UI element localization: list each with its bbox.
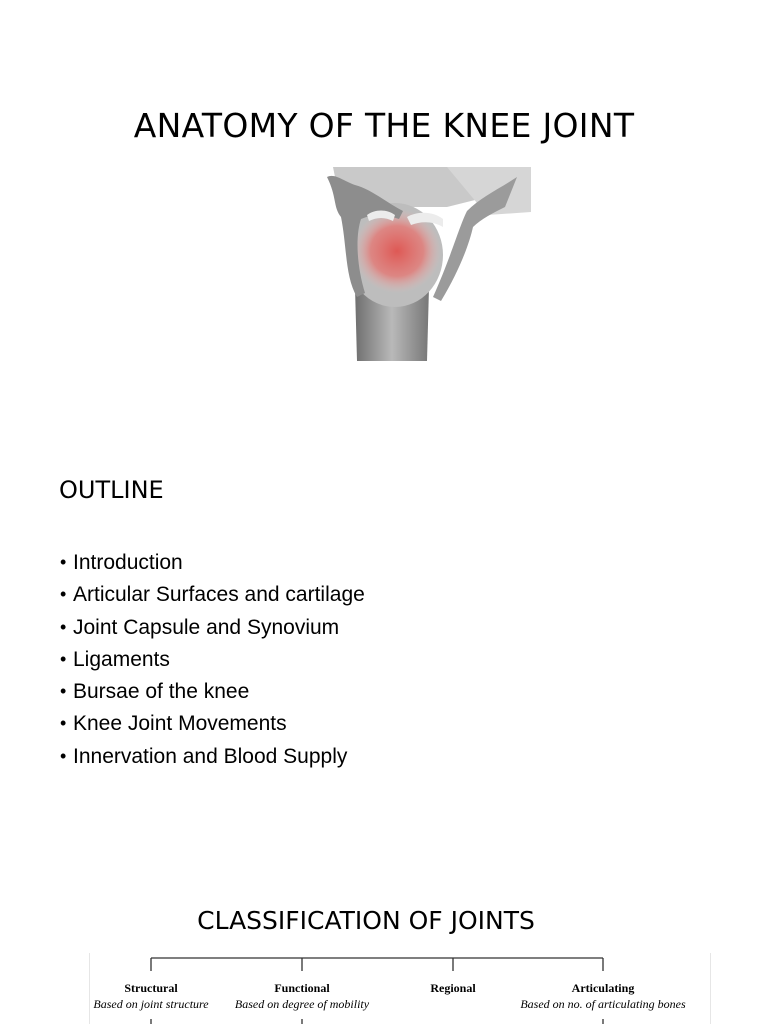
node-name: Articulating [571, 981, 635, 995]
node-description: Based on joint structure [93, 997, 209, 1011]
outline-list [60, 546, 365, 772]
node-description: Based on degree of mobility [234, 997, 370, 1011]
node-regional [403, 981, 503, 996]
node-name: Structural [124, 981, 178, 995]
bullet: • [60, 584, 67, 605]
outline-item-joint-capsule: Joint Capsule and Synovium [73, 615, 340, 639]
node-name: Functional [274, 981, 330, 995]
list-item [60, 578, 365, 610]
outline-item-bursae: Bursae of the knee [73, 680, 250, 704]
node-articulating [508, 981, 698, 1012]
node-name: Regional [430, 981, 476, 995]
outline-heading: OUTLINE [59, 476, 164, 504]
node-structural [90, 981, 212, 1012]
node-description: Based on no. of articulating bones [520, 997, 686, 1011]
bullet: • [60, 745, 67, 766]
outline-item-innervation: Innervation and Blood Supply [73, 744, 348, 768]
bullet: • [60, 616, 67, 637]
outline-item-introduction: Introduction [73, 551, 183, 574]
bullet: • [60, 648, 67, 669]
node-functional [230, 981, 374, 1012]
classification-title: CLASSIFICATION OF JOINTS [197, 906, 535, 935]
knee-pain-image [237, 167, 531, 361]
outline-item-ligaments: Ligaments [73, 647, 170, 671]
slide-title: ANATOMY OF THE KNEE JOINT [133, 106, 635, 145]
list-item [60, 740, 365, 772]
bullet: • [60, 713, 67, 734]
list-item [60, 707, 365, 739]
outline-item-movements: Knee Joint Movements [73, 712, 287, 736]
list-item [60, 611, 365, 643]
bullet: • [60, 552, 67, 572]
classification-diagram [89, 953, 711, 1024]
list-item [60, 643, 365, 675]
outline-item-articular-surfaces: Articular Surfaces and cartilage [73, 583, 365, 607]
bullet: • [60, 681, 67, 702]
list-item [60, 546, 365, 578]
list-item [60, 675, 365, 707]
